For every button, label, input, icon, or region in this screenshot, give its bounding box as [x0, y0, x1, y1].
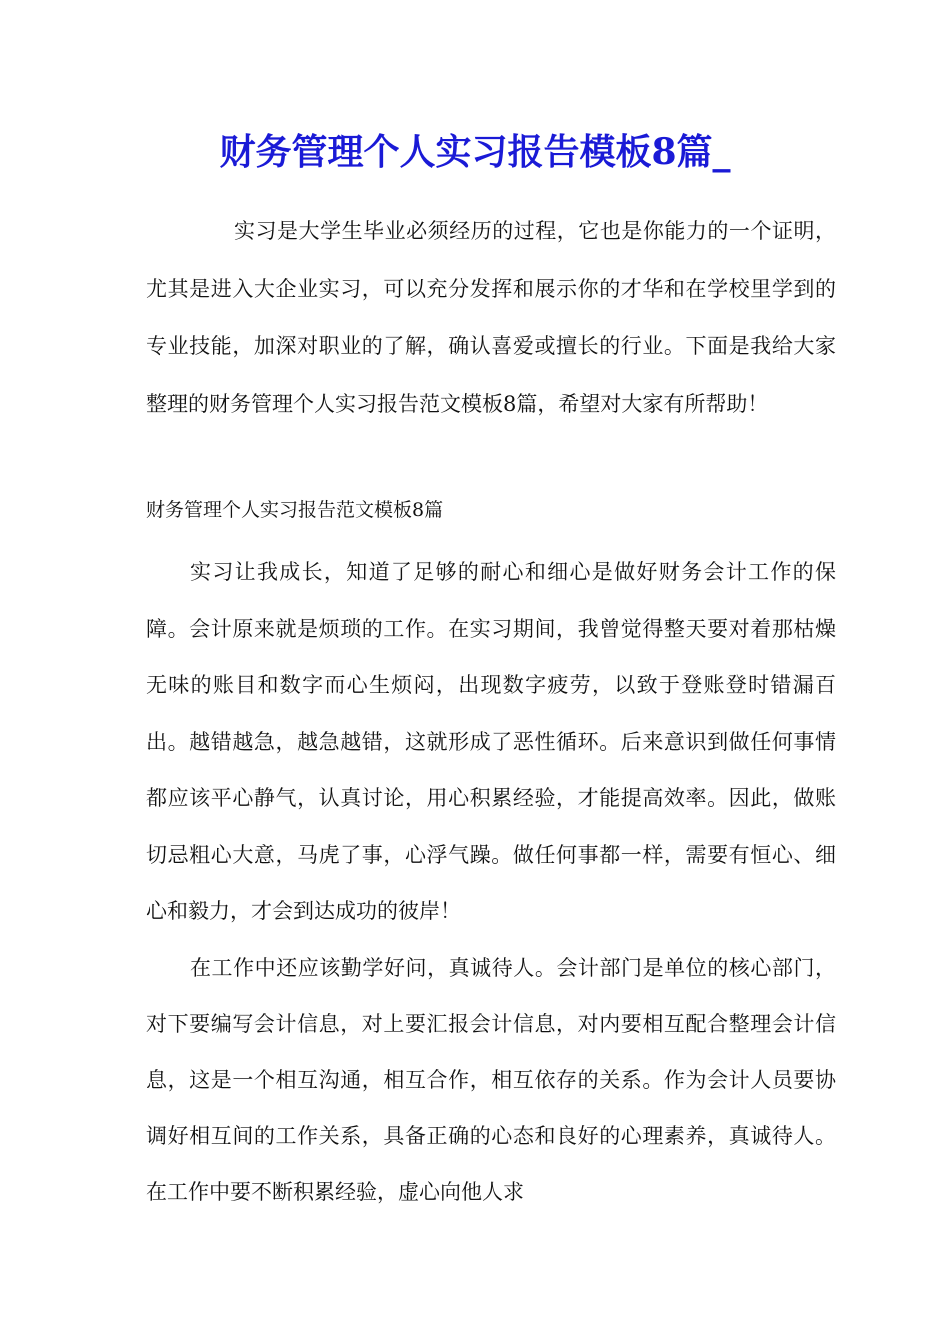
- document-title: 财务管理个人实习报告模板8篇_: [219, 131, 731, 173]
- body-paragraph-2: 在工作中还应该勤学好问，真诚待人。会计部门是单位的核心部门，对下要编写会计信息，对上要汇报会计信息，对内要相互配合整理会计信息，这是一个相互沟通，相互合作，相互依存的关系。作为会计人员要协调好相互间的工作关系，具备正确的心态和良好的心理素养，真诚待人。在工作中要不断积累经验，虚心向他人求: [146, 956, 836, 1204]
- section-subheading: 财务管理个人实习报告范文模板8篇: [146, 499, 444, 521]
- intro-paragraph: 实习是大学生毕业必须经历的过程，它也是你能力的一个证明，尤其是进入大企业实习，可以充分发挥和展示你的才华和在学校里学到的专业技能，加深对职业的了解，确认喜爱或擅长的行业。下面是我给大家整理的财务管理个人实习报告范文模板8篇，希望对大家有所帮助！: [146, 219, 836, 416]
- body-paragraph-1: 实习让我成长，知道了足够的耐心和细心是做好财务会计工作的保障。会计原来就是烦琐的工作。在实习期间，我曾觉得整天要对着那枯燥无味的账目和数字而心生烦闷，出现数字疲劳，以致于登账登时错漏百出。越错越急，越急越错，这就形成了恶性循环。后来意识到做任何事情都应该平心静气，认真讨论，用心积累经验，才能提高效率。因此，做账切忌粗心大意，马虎了事，心浮气躁。做任何事都一样，需要有恒心、细心和毅力，才会到达成功的彼岸！: [146, 560, 836, 923]
